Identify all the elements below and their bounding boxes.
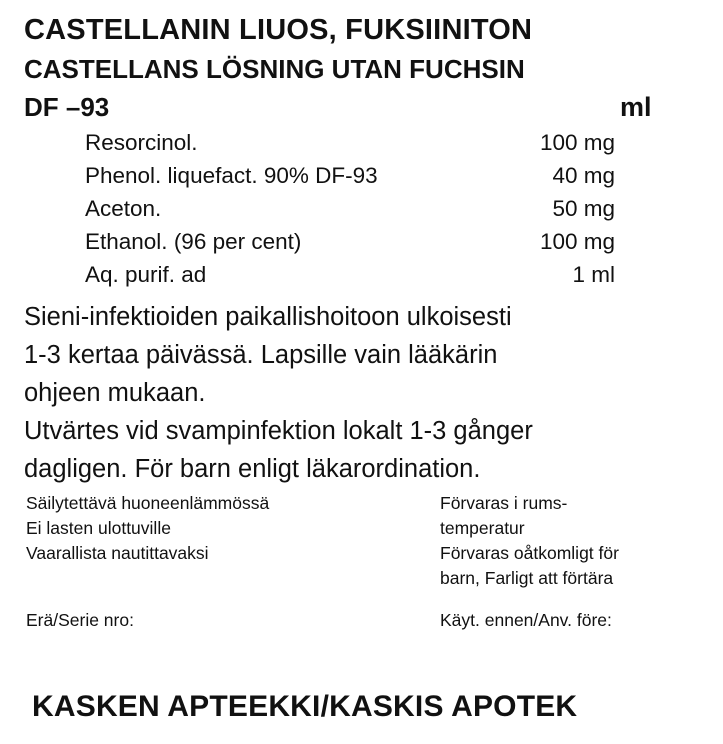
storage-sv-line: temperatur (440, 518, 525, 538)
ingredient-row (85, 262, 615, 295)
usage-sv-line: Utvärtes vid svampinfektion lokalt 1-3 gånger (24, 417, 533, 445)
ingredient-row (85, 229, 615, 262)
formulary-code: DF –93 (24, 92, 110, 122)
ingredient-name: Aceton. (85, 196, 162, 221)
title-finnish: CASTELLANIN LIUOS, FUKSIINITON (24, 14, 533, 46)
usage-fi-line: 1-3 kertaa päivässä. Lapsille vain lääkärin (24, 341, 498, 369)
expiry-date-label: Käyt. ennen/Anv. före: (440, 610, 612, 630)
usage-sv-line: dagligen. För barn enligt läkarordination. (24, 455, 481, 483)
usage-fi-line: Sieni-infektioiden paikallishoitoon ulkoisesti (24, 303, 512, 331)
ingredient-row (85, 130, 615, 163)
storage-fi-line: Vaarallista nautittavaksi (26, 543, 209, 563)
ingredient-name: Ethanol. (96 per cent) (85, 229, 302, 254)
ingredient-name: Resorcinol. (85, 130, 198, 155)
ingredient-amount: 1 ml (572, 262, 615, 287)
storage-sv-line: barn, Farligt att förtära (440, 568, 614, 588)
usage-fi-line: ohjeen mukaan. (24, 379, 206, 407)
ingredients-list (85, 130, 615, 295)
ingredient-amount: 100 mg (539, 130, 615, 155)
storage-finnish (26, 491, 406, 566)
ingredient-row (85, 163, 615, 196)
ingredient-row (85, 196, 615, 229)
storage-sv-line: Förvaras i rums- (440, 493, 568, 513)
ingredient-amount: 100 mg (539, 229, 615, 254)
title-swedish: CASTELLANS LÖSNING UTAN FUCHSIN (24, 54, 525, 84)
usage-instructions (24, 298, 704, 488)
unit-header: ml (620, 92, 652, 122)
storage-fi-line: Ei lasten ulottuville (26, 518, 171, 538)
batch-number-label: Erä/Serie nro: (26, 610, 134, 630)
storage-sv-line: Förvaras oåtkomligt för (440, 543, 619, 563)
pharmacy-name: KASKEN APTEEKKI/KASKIS APOTEK (32, 690, 578, 723)
ingredient-name: Phenol. liquefact. 90% DF-93 (85, 163, 378, 188)
ingredient-name: Aq. purif. ad (85, 262, 207, 287)
storage-swedish (440, 491, 720, 591)
ingredient-amount: 50 mg (552, 196, 615, 221)
storage-fi-line: Säilytettävä huoneenlämmössä (26, 493, 270, 513)
ingredient-amount: 40 mg (552, 163, 615, 188)
